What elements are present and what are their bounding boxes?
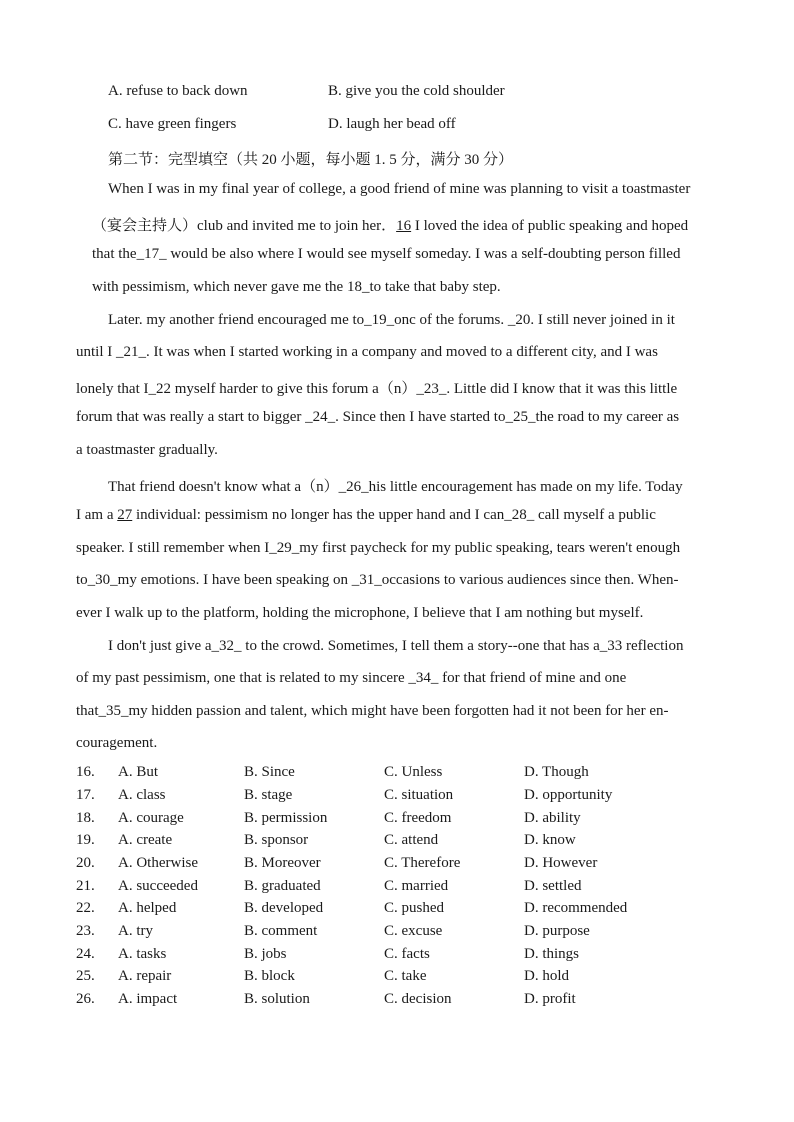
choice-c: C. married	[384, 878, 449, 894]
question-number: 23.	[76, 923, 95, 939]
option-c: C. have green fingers	[108, 116, 237, 132]
text-line: to_30_my emotions. I have been speaking on _31_occasions to various audiences since then. When-	[76, 572, 679, 588]
choice-a: A. create	[118, 832, 173, 848]
question-number: 16.	[76, 764, 95, 780]
choice-a: A. class	[118, 787, 166, 803]
choice-d: D. ability	[524, 810, 581, 826]
text-line: that_35_my hidden passion and talent, which might have been forgotten had it not been for her en-	[76, 703, 669, 719]
text-line: forum that was really a start to bigger _24_. Since then I have started to_25_the road to my career as	[76, 409, 680, 425]
choice-c: C. facts	[384, 946, 430, 962]
choice-b: B. block	[244, 968, 295, 984]
question-number: 25.	[76, 968, 95, 984]
text-line: ever I walk up to the platform, holding the microphone, I believe that I am nothing but myself.	[76, 605, 644, 621]
choice-b: B. developed	[244, 900, 324, 916]
choice-c: C. pushed	[384, 900, 444, 916]
text-line: with pessimism, which never gave me the 18_to take that baby step.	[92, 279, 501, 295]
text-line: that the_17_ would be also where I would see myself someday. I was a self-doubting person filled	[92, 246, 681, 262]
text-line: Later. my another friend encouraged me to_19_onc of the forums. _20. I still never joined in it	[108, 312, 675, 328]
choice-c: C. attend	[384, 832, 439, 848]
text-line: until I _21_. It was when I started working in a company and moved to a different city, and I was	[76, 344, 658, 360]
text-line: speaker. I still remember when I_29_my first paycheck for my public speaking, tears weren't enough	[76, 540, 681, 556]
choice-d: D. things	[524, 946, 580, 962]
text-line: of my past pessimism, one that is related to my sincere _34_ for that friend of mine and one	[76, 670, 627, 686]
choice-b: B. jobs	[244, 946, 287, 962]
section-heading: 第二节：完型填空（共 20 小题，每小题 1. 5 分，满分 30 分）	[108, 152, 514, 168]
option-a: A. refuse to back down	[108, 83, 248, 99]
text-line: That friend doesn't know what a（n）_26_his little encouragement has made on my life. Today	[108, 479, 683, 495]
choice-d: D. opportunity	[524, 787, 613, 803]
choice-d: D. recommended	[524, 900, 628, 916]
text-line: couragement.	[76, 735, 158, 751]
choice-c: C. situation	[384, 787, 454, 803]
choice-a: A. But	[118, 764, 159, 780]
choice-b: B. solution	[244, 991, 310, 1007]
choice-a: A. impact	[118, 991, 178, 1007]
choice-a: A. try	[118, 923, 153, 939]
choice-a: A. courage	[118, 810, 184, 826]
choice-a: A. repair	[118, 968, 172, 984]
question-number: 18.	[76, 810, 95, 826]
choice-d: D. profit	[524, 991, 576, 1007]
choice-a: A. succeeded	[118, 878, 198, 894]
question-number: 21.	[76, 878, 95, 894]
text-line: I don't just give a_32_ to the crowd. Sometimes, I tell them a story--one that has a_33 reflection	[108, 638, 684, 654]
option-b: B. give you the cold shoulder	[328, 83, 505, 99]
choice-c: C. Therefore	[384, 855, 461, 871]
option-d: D. laugh her bead off	[328, 116, 456, 132]
question-number: 22.	[76, 900, 95, 916]
blank-27: 27	[117, 507, 133, 523]
text-line: a toastmaster gradually.	[76, 442, 218, 458]
choice-c: C. Unless	[384, 764, 443, 780]
choice-a: A. helped	[118, 900, 177, 916]
question-number: 26.	[76, 991, 95, 1007]
question-number: 24.	[76, 946, 95, 962]
question-number: 20.	[76, 855, 95, 871]
choice-d: D. know	[524, 832, 576, 848]
choice-b: B. comment	[244, 923, 318, 939]
text-line: lonely that I_22 myself harder to give this forum a（n）_23_. Little did I know that it was this little	[76, 381, 678, 397]
text-line: When I was in my final year of college, a good friend of mine was planning to visit a toastmaster	[108, 181, 691, 197]
choice-b: B. Since	[244, 764, 295, 780]
question-number: 17.	[76, 787, 95, 803]
choice-b: B. graduated	[244, 878, 321, 894]
choice-d: D. settled	[524, 878, 582, 894]
choice-b: B. stage	[244, 787, 293, 803]
choice-a: A. tasks	[118, 946, 167, 962]
blank-16: 16	[396, 218, 412, 234]
choice-b: B. permission	[244, 810, 328, 826]
choice-c: C. freedom	[384, 810, 452, 826]
choice-b: B. sponsor	[244, 832, 309, 848]
question-number: 19.	[76, 832, 95, 848]
choice-d: D. purpose	[524, 923, 590, 939]
text-line: I am a 27 individual: pessimism no longer has the upper hand and I can_28_ call myself a public	[76, 507, 656, 523]
choice-d: D. Though	[524, 764, 589, 780]
text-line: （宴会主持人）club and invited me to join her．16 I loved the idea of public speaking and hoped	[92, 218, 689, 234]
choice-d: D. However	[524, 855, 598, 871]
choice-d: D. hold	[524, 968, 569, 984]
choice-c: C. take	[384, 968, 427, 984]
choice-a: A. Otherwise	[118, 855, 198, 871]
choice-b: B. Moreover	[244, 855, 321, 871]
choice-c: C. decision	[384, 991, 452, 1007]
choice-c: C. excuse	[384, 923, 443, 939]
